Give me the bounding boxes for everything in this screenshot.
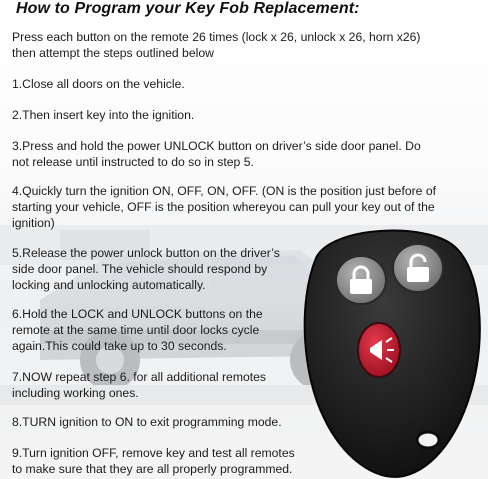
step-4-line-2: starting your vehicle, OFF is the position whereyou can pull your key out of the — [12, 200, 435, 214]
unlock-button — [393, 244, 443, 292]
step-2: 2.Then insert key into the ignition. — [12, 108, 195, 122]
step-1: 1.Close all doors on the vehicle. — [12, 77, 185, 91]
key-fob-image — [286, 218, 488, 479]
step-5-line-3: locking and unlocking automatically. — [12, 278, 206, 292]
step-7-line-1: 7.NOW repeat step 6. for all additional remotes — [12, 370, 267, 384]
step-4-line-1: 4.Quickly turn the ignition ON, OFF, ON, OFF. (ON is the position just before of — [12, 184, 437, 198]
step-3-line-2: not release until instructed to do so in step 5. — [12, 155, 254, 169]
step-3-line-1: 3.Press and hold the power UNLOCK button on driver’s side door panel. Do — [12, 139, 421, 153]
step-6-line-2: remote at the same time until door locks cycle — [12, 323, 260, 337]
intro-line-1: Press each button on the remote 26 times (lock x 26, unlock x 26, horn x26) — [12, 30, 421, 44]
step-5-line-2: side door panel. The vehicle should respond by — [12, 262, 268, 276]
step-7-line-2: including working ones. — [12, 386, 139, 400]
step-6-line-3: again.This could take up to 30 seconds. — [12, 339, 227, 353]
intro-line-2: then attempt the steps outlined below — [12, 46, 214, 60]
step-5-line-1: 5.Release the power unlock button on the driver’s — [12, 246, 280, 260]
step-4-line-3: ignition) — [12, 216, 55, 230]
step-8: 8.TURN ignition to ON to exit programming mode. — [12, 415, 282, 429]
page-title: How to Program your Key Fob Replacement: — [16, 0, 360, 17]
step-6-line-1: 6.Hold the LOCK and UNLOCK buttons on the — [12, 307, 263, 321]
step-9-line-2: to make sure that they are all properly programmed. — [12, 462, 293, 476]
panic-button — [358, 323, 400, 377]
step-9-line-1: 9.Turn ignition OFF, remove key and test all remotes — [12, 446, 295, 460]
lock-button — [336, 256, 386, 304]
